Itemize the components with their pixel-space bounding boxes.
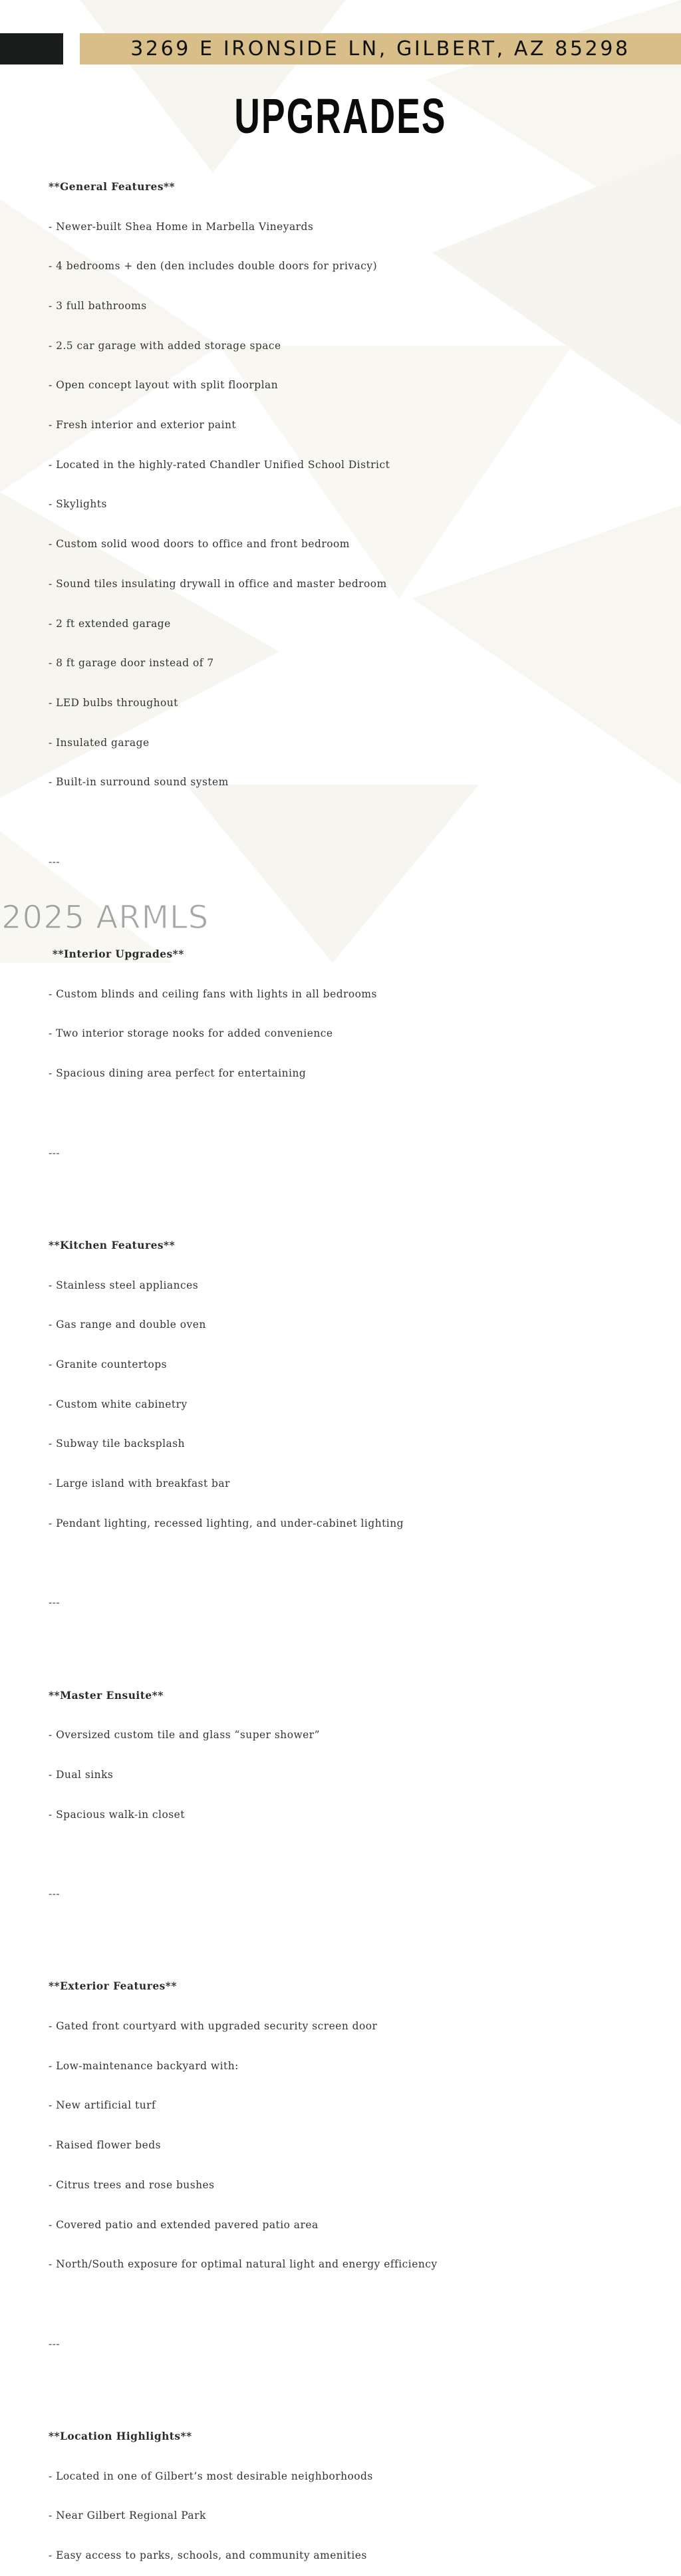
list-item: - 2.5 car garage with added storage space (49, 339, 281, 352)
list-item: - Citrus trees and rose bushes (49, 2178, 215, 2191)
list-item: - Custom blinds and ceiling fans with lights in all bedrooms (49, 987, 377, 1000)
blank-line (49, 816, 438, 829)
section-heading-location: **Location Highlights** (49, 2430, 192, 2443)
list-item: - Custom white cabinetry (49, 1398, 188, 1410)
list-item: - Raised flower beds (49, 2139, 162, 2152)
list-item: - North/South exposure for optimal natural light and energy efficiency (49, 2258, 438, 2271)
section-heading-exterior: **Exterior Features** (49, 1980, 177, 1993)
list-item: - Near Gilbert Regional Park (49, 2510, 206, 2522)
list-item: - Open concept layout with split floorplan (49, 379, 279, 392)
list-item: - Insulated garage (49, 736, 150, 749)
section-heading-master-ensuite: **Master Ensuite** (49, 1689, 164, 1702)
list-item: - Easy access to parks, schools, and community amenities (49, 2549, 367, 2562)
list-item: - Oversized custom tile and glass “super shower” (49, 1729, 320, 1741)
features-list (49, 154, 438, 2576)
list-item: - Gas range and double oven (49, 1319, 206, 1331)
blank-line (49, 1557, 438, 1571)
list-item: - Sound tiles insulating drywall in office and master bedroom (49, 577, 387, 590)
list-item: - Low-maintenance backyard with: (49, 2059, 239, 2072)
list-item: - Fresh interior and exterior paint (49, 419, 237, 432)
list-item: - 4 bedrooms + den (den includes double doors for privacy) (49, 260, 378, 273)
list-item: - 8 ft garage door instead of 7 (49, 657, 214, 670)
list-item: - 3 full bathrooms (49, 299, 147, 312)
section-heading-kitchen: **Kitchen Features** (49, 1239, 176, 1251)
list-item: - Pendant lighting, recessed lighting, and under-cabinet lighting (49, 1517, 404, 1529)
list-item: - Large island with breakfast bar (49, 1478, 230, 1490)
list-item: - Skylights (49, 498, 107, 511)
section-separator: --- (49, 855, 61, 868)
section-heading-general: **General Features** (49, 180, 176, 193)
list-item: - Custom solid wood doors to office and front bedroom (49, 538, 350, 551)
copyright-watermark: 2025 ARMLS (1, 899, 209, 936)
blank-line (49, 2377, 438, 2390)
list-item: - Granite countertops (49, 1358, 168, 1371)
address-banner (80, 33, 681, 64)
list-item: - Subway tile backsplash (49, 1438, 185, 1450)
blank-line (49, 1107, 438, 1120)
list-item: - Spacious walk-in closet (49, 1808, 185, 1821)
list-item: - Located in the highly-rated Chandler Unified School District (49, 458, 390, 471)
list-item: - Built-in surround sound system (49, 776, 229, 789)
section-separator: --- (49, 2337, 61, 2350)
list-item: - Newer-built Shea Home in Marbella Vineyards (49, 220, 314, 233)
section-heading-interior: **Interior Upgrades** (49, 948, 184, 961)
section-separator: --- (49, 1888, 61, 1900)
list-item: - 2 ft extended garage (49, 617, 171, 630)
list-item: - Two interior storage nooks for added convenience (49, 1027, 333, 1040)
list-item: - Located in one of Gilbert’s most desirable neighborhoods (49, 2470, 373, 2482)
section-separator: --- (49, 1146, 61, 1159)
list-item: - Stainless steel appliances (49, 1279, 199, 1291)
property-address: 3269 E IRONSIDE LN, GILBERT, AZ 85298 (130, 37, 630, 61)
list-item: - New artificial turf (49, 2099, 156, 2112)
blank-line (49, 1636, 438, 1650)
list-item: - LED bulbs throughout (49, 696, 178, 709)
header-accent-block (0, 33, 63, 64)
blank-line (49, 2298, 438, 2311)
list-item: - Covered patio and extended pavered patio area (49, 2218, 319, 2231)
list-item: - Gated front courtyard with upgraded security screen door (49, 2020, 378, 2033)
blank-line (49, 1186, 438, 1200)
blank-line (49, 1848, 438, 1861)
section-separator: --- (49, 1597, 61, 1609)
blank-line (49, 1928, 438, 1941)
list-item: - Spacious dining area perfect for entertaining (49, 1067, 307, 1080)
list-item: - Dual sinks (49, 1768, 114, 1781)
page-title: UPGRADES (234, 88, 447, 144)
